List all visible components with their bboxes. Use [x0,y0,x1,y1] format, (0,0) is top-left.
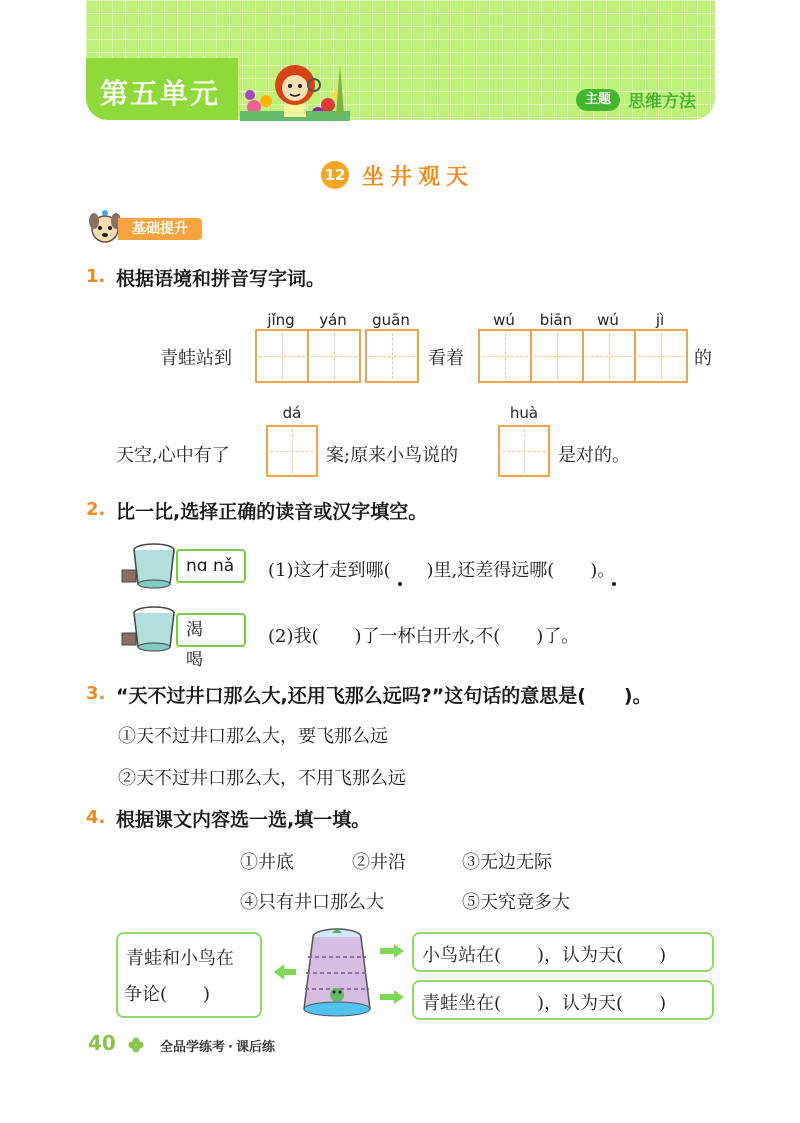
emphasis-dot [612,582,616,586]
question-prompt: 根据课文内容选一选,填一填。 [116,809,371,831]
sentence-text: (1)这才走到哪( )里,还差得远哪( )。 [268,560,616,581]
answer-option: ⑤天究竟多大 [462,892,570,913]
char-input-box[interactable] [307,329,361,383]
char-box-group [266,425,316,477]
char-box-group [255,329,359,383]
pinyin: wú [493,311,515,329]
char-box-group [365,329,417,383]
sentence-text: 天空,心中有了 [116,445,230,466]
clover-icon [128,1037,144,1053]
theme-badge: 主题 [576,89,620,111]
arrow-right-icon [378,942,406,960]
pinyin: biān [539,311,573,329]
mascot-illustration [240,55,350,121]
well-frog-icon [300,927,374,1019]
emphasis-dot [398,582,402,586]
page-number: 40 [88,1031,116,1055]
well-icon [118,540,178,590]
unit-title: 第五单元 [100,77,221,110]
pinyin: wú [597,311,619,329]
arrow-left-icon [272,962,298,982]
box-text: 争论( ) [124,984,211,1005]
char-input-box[interactable] [582,329,636,383]
lesson-number: 12 [321,161,349,189]
sentence-text: (2)我( )了一杯白开水,不( )了。 [268,626,580,647]
section-badge: 基础提升 [118,218,202,240]
sentence-text: 案;原来小鸟说的 [326,445,459,466]
char-input-box[interactable] [255,329,309,383]
sentence-text: 看着 [428,348,464,369]
question-prompt: 根据语境和拼音写字词。 [116,268,326,290]
sentence-text: 青蛙站到 [160,348,232,369]
theme-name: 思维方法 [628,92,696,112]
char-box-group [478,329,686,383]
box-text: 青蛙坐在( )，认为天( ) [422,993,667,1014]
separator: · [228,1040,233,1055]
char-input-box[interactable] [365,329,419,383]
char-input-box[interactable] [498,425,550,477]
question-prompt: “天不过井口那么大,还用飞那么远吗?”这句话的意思是( )。 [116,685,652,707]
reading-options: nɑ nǎ [176,549,246,583]
pinyin: jǐng [267,311,295,329]
lesson-title: 坐井观天 [362,165,475,190]
answer-option: ③无边无际 [462,852,552,873]
question-prompt: 比一比,选择正确的读音或汉字填空。 [116,501,428,523]
char-input-box[interactable] [266,425,318,477]
boy-mascot-icon [275,65,320,117]
well-icon [118,603,178,653]
box-text: 小鸟站在( )，认为天( ) [422,945,667,966]
question-number: 2. [86,499,106,520]
char-input-box[interactable] [530,329,584,383]
pinyin: huà [509,404,539,422]
sentence-text: 是对的。 [558,445,630,466]
book-name: 全品学练考 [160,1040,226,1055]
pinyin: yán [319,311,347,329]
question-number: 1. [86,266,106,287]
choice-option[interactable]: ②天不过井口那么大，不用飞那么远 [118,768,406,789]
pinyin: guān [372,311,410,329]
pinyin: dá [282,404,302,422]
question-number: 3. [86,683,106,704]
pinyin: jì [655,311,665,329]
answer-option: ②井沿 [352,852,406,873]
book-subtitle: 课后练 [235,1040,275,1055]
box-text: 青蛙和小鸟在 [126,948,234,969]
char-input-box[interactable] [634,329,688,383]
answer-option: ①井底 [240,852,294,873]
arrow-right-icon [378,988,406,1006]
character-options: 渴 喝 [176,613,246,647]
char-input-box[interactable] [478,329,532,383]
char-box-group [498,425,548,477]
book-name-line [160,1036,275,1055]
question-number: 4. [86,807,106,828]
answer-option: ④只有井口那么大 [240,892,384,913]
sentence-text: 的 [694,348,712,369]
choice-option[interactable]: ①天不过井口那么大，要飞那么远 [118,726,388,747]
dog-mascot-icon [88,207,122,247]
